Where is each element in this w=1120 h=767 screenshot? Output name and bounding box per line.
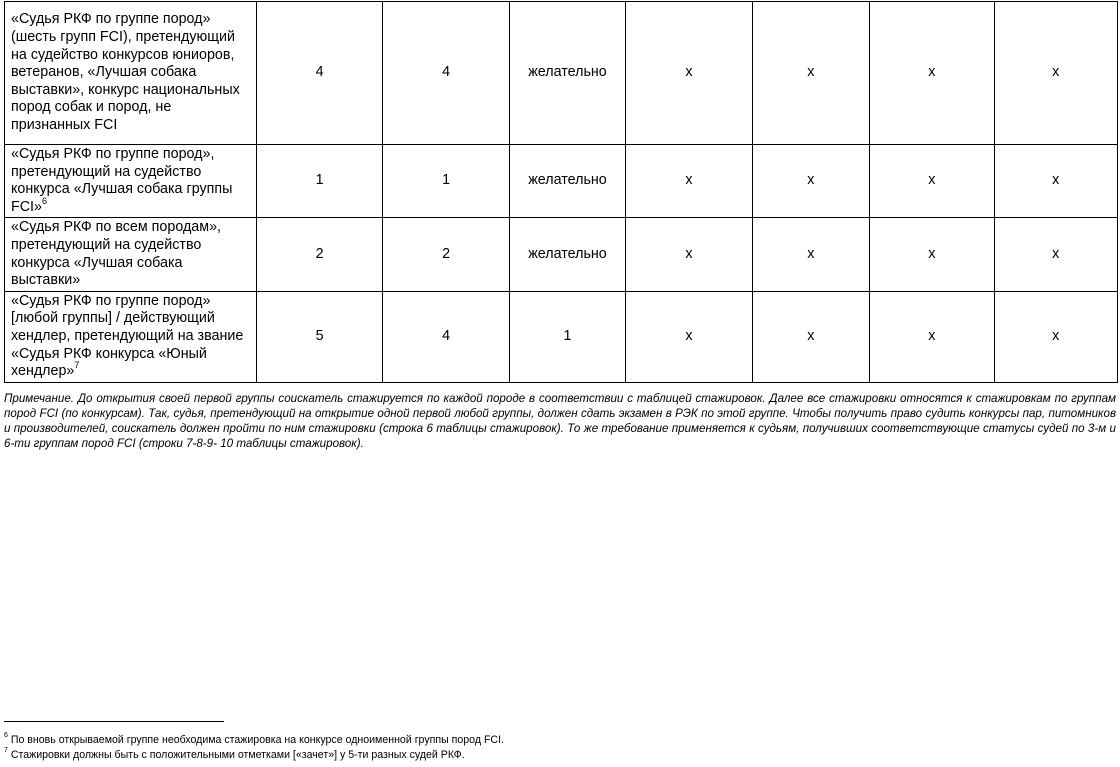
- table-cell: х: [994, 2, 1117, 145]
- row-description: «Судья РКФ по группе пород» (шесть групп FCI), претендующий на судейство конкурсов юниоров, ветеранов, «Лучшая собака выставки», конкурс национальных пород собак и пород, не признанных FCI: [5, 2, 257, 145]
- footnote-mark: 6: [41, 196, 47, 207]
- table-cell: х: [626, 2, 752, 145]
- footnote-mark: 7: [74, 360, 80, 371]
- table-row: [5, 145, 1118, 218]
- footnote-text: По вновь открываемой группе необходима стажировка на конкурсе одноименной группы пород FCI.: [7, 734, 504, 746]
- table-cell: 2: [383, 218, 509, 291]
- table-cell: желательно: [509, 2, 625, 145]
- footnote-6: [4, 734, 504, 747]
- table-note: Примечание. До открытия своей первой группы соискатель стажируется по каждой породе в соответствии с таблицей стажировок. Далее все стажировки относятся к стажировкам по группам пород FCI (по конкурсам). Так, судья, претендующий на открытие одной первой любой группы, должен сдать экзамен в РЭК по этой группе. Чтобы получить право судить конкурсы пар, питомников и производителей, соискатель должен пройти по ним стажировки (строка 6 таблицы стажировок). То же требование применяется к судьям, получивших соответствующие статусы судей по 3-м и 6-ти группам пород FCI (строки 7-8-9- 10 таблицы стажировок).: [4, 392, 1116, 450]
- row-description: «Судья РКФ по всем породам», претендующий на судейство конкурса «Лучшая собака выставки»: [5, 218, 257, 291]
- table-cell: 1: [383, 145, 509, 218]
- footnote-number: 6: [4, 732, 8, 740]
- table-cell: 4: [383, 2, 509, 145]
- table-cell: 1: [256, 145, 382, 218]
- table-row: [5, 218, 1118, 291]
- table-cell: х: [870, 218, 994, 291]
- footnote-separator: [4, 721, 224, 722]
- table-cell: 1: [509, 291, 625, 382]
- table-cell: х: [626, 145, 752, 218]
- table-cell: х: [870, 145, 994, 218]
- table-row: [5, 2, 1118, 145]
- table-cell: х: [994, 218, 1117, 291]
- table-cell: х: [752, 2, 869, 145]
- table-cell: 2: [256, 218, 382, 291]
- table-cell: 4: [256, 2, 382, 145]
- footnote-text: Стажировки должны быть с положительными отметками [«зачет»] у 5-ти разных судей РКФ.: [7, 749, 465, 761]
- table-cell: 4: [383, 291, 509, 382]
- row-description: «Судья РКФ по группе пород», претендующий на судейство конкурса «Лучшая собака группы FCI»$^6$: [5, 145, 257, 218]
- table-row: [5, 291, 1118, 382]
- table-cell: х: [994, 145, 1117, 218]
- table-cell: х: [752, 145, 869, 218]
- footnote-number: 7: [4, 747, 8, 755]
- table-cell: х: [752, 218, 869, 291]
- table-cell: желательно: [509, 145, 625, 218]
- table-cell: х: [870, 291, 994, 382]
- table-cell: х: [626, 291, 752, 382]
- row-description: «Судья РКФ по группе пород» [любой группы] / действующий хендлер, претендующий на звание «Судья РКФ конкурса «Юный хендлер»$^7$: [5, 291, 257, 382]
- table-cell: х: [994, 291, 1117, 382]
- table-cell: х: [870, 2, 994, 145]
- internship-table: [4, 1, 1118, 383]
- table-cell: желательно: [509, 218, 625, 291]
- table-cell: х: [752, 291, 869, 382]
- table-cell: х: [626, 218, 752, 291]
- footnote-7: [4, 749, 465, 762]
- table-cell: 5: [256, 291, 382, 382]
